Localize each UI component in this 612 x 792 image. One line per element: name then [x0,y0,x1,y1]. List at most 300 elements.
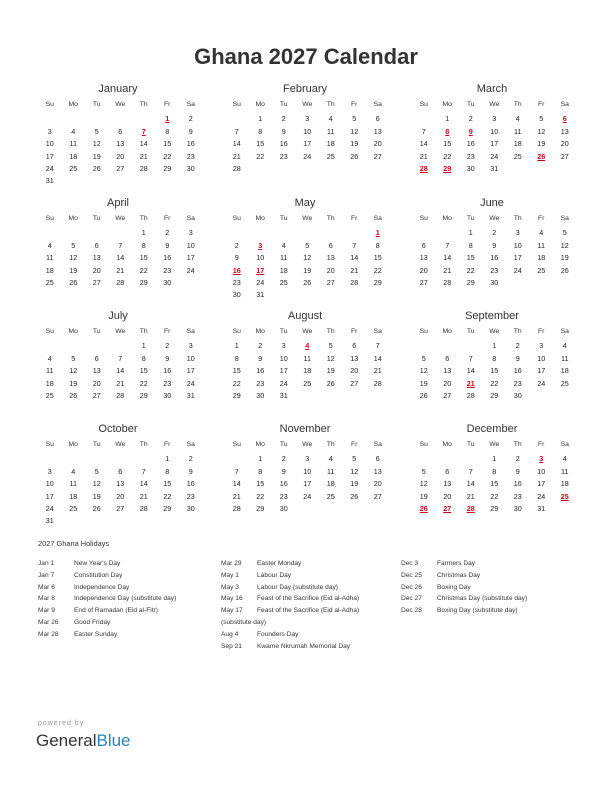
holiday-day-cell: 25 [560,491,569,501]
holiday-row [221,593,359,605]
empty-cell [85,227,109,239]
day-cell: 17 [537,479,546,489]
weekday-header: We [489,328,500,335]
holiday-date: May 17 [221,607,243,615]
weekday-header: Tu [279,215,288,222]
day-cell: 1 [258,454,263,464]
day-cell: 24 [45,163,54,173]
day-cell: 5 [539,114,544,124]
day-cell: 30 [232,290,241,300]
day-cell: 2 [188,454,193,464]
holiday-row [401,558,527,570]
day-cell: 10 [303,126,312,136]
day-cell: 26 [350,491,359,501]
day-cell: 21 [116,265,125,275]
brand-logo[interactable] [36,731,131,751]
day-cell: 23 [186,491,195,501]
holiday-row [221,570,359,582]
holiday-day-cell: 16 [232,265,241,275]
day-cell: 15 [232,366,241,376]
day-cell: 12 [419,479,428,489]
day-cell: 26 [419,390,428,400]
day-cell: 7 [352,240,357,250]
day-cell: 29 [163,163,172,173]
day-cell: 24 [490,151,499,161]
holiday-row [38,605,176,617]
holiday-name: Boxing Day (substitute day) [437,607,518,615]
day-cell: 15 [490,366,499,376]
day-cell: 30 [279,503,288,513]
empty-cell [412,227,436,239]
day-cell: 25 [45,390,54,400]
day-cell: 6 [375,114,380,124]
month-name: September [465,310,519,322]
weekday-header: Tu [466,441,475,448]
empty-cell [225,113,249,125]
day-cell: 15 [490,479,499,489]
day-cell: 15 [139,366,148,376]
day-cell: 27 [116,163,125,173]
weekday-header: Su [232,215,241,222]
day-cell: 27 [443,390,452,400]
day-cell: 21 [373,366,382,376]
day-cell: 3 [515,228,520,238]
holiday-day-cell: 7 [141,126,146,136]
page-title: Ghana 2027 Calendar [194,44,418,69]
weekday-header: Sa [560,215,569,222]
day-cell: 29 [163,503,172,513]
day-cell: 23 [513,491,522,501]
weekday-header: Tu [466,328,475,335]
day-cell: 27 [560,151,569,161]
day-cell: 24 [537,491,546,501]
holiday-name: (substitute day) [221,618,267,626]
day-cell: 14 [139,479,148,489]
weekday-header: Tu [279,101,288,108]
day-cell: 28 [116,277,125,287]
empty-cell [38,340,62,352]
day-cell: 20 [443,491,452,501]
brand-logo-general: General [36,731,97,750]
day-cell: 24 [186,378,195,388]
day-cell: 21 [419,151,428,161]
day-cell: 5 [352,454,357,464]
day-cell: 27 [373,491,382,501]
day-grid [38,326,198,402]
weekday-header: Mo [68,101,78,108]
day-grid [225,99,385,175]
day-cell: 9 [515,466,520,476]
weekday-header: Mo [68,215,78,222]
weekday-header: Th [139,441,148,448]
month-november [225,422,385,515]
holiday-date: Jan 1 [38,560,55,567]
day-cell: 5 [328,341,333,351]
day-cell: 5 [421,466,426,476]
day-cell: 23 [466,151,475,161]
holiday-day-cell: 26 [537,151,546,161]
weekday-header: Mo [68,441,78,448]
day-cell: 10 [186,353,195,363]
day-grid [38,439,198,528]
holiday-column [401,558,527,617]
day-cell: 27 [92,277,101,287]
day-cell: 20 [92,378,101,388]
weekday-header: Mo [442,101,452,108]
holiday-name: Feast of the Sacrifice (Eid al-Adha) [257,607,360,615]
holiday-name: Founders Day [257,630,299,638]
day-cell: 18 [303,366,312,376]
day-cell: 28 [466,390,475,400]
holiday-row [221,617,359,629]
day-cell: 9 [258,353,263,363]
weekday-header: Mo [442,328,452,335]
day-cell: 17 [490,139,499,149]
holiday-date: Dec 25 [401,571,422,579]
holiday-day-cell: 9 [468,126,473,136]
day-cell: 7 [118,353,123,363]
day-cell: 19 [326,366,335,376]
day-cell: 26 [92,503,101,513]
empty-cell [412,113,436,125]
empty-cell [85,113,109,125]
day-cell: 9 [165,353,170,363]
day-cell: 18 [279,265,288,275]
day-cell: 25 [326,151,335,161]
day-cell: 2 [468,114,473,124]
day-cell: 24 [303,151,312,161]
empty-cell [38,453,62,465]
powered-by-text: powered by [38,720,85,727]
month-june [412,196,572,289]
weekday-header: Sa [373,101,382,108]
holiday-name: Constitution Day [74,571,123,579]
day-cell: 25 [326,491,335,501]
day-cell: 13 [92,253,101,263]
day-cell: 1 [492,341,497,351]
day-cell: 7 [234,466,239,476]
weekday-header: Tu [92,328,101,335]
day-cell: 25 [537,265,546,275]
day-cell: 6 [328,240,333,250]
holiday-row [38,593,176,605]
empty-cell [459,340,483,352]
day-cell: 4 [515,114,520,124]
holiday-name: Good Friday [74,618,111,626]
day-cell: 26 [69,277,78,287]
day-cell: 17 [186,366,195,376]
month-december [412,422,572,515]
empty-cell [412,453,436,465]
holiday-row [38,570,176,582]
weekday-header: Th [139,215,148,222]
day-cell: 23 [490,265,499,275]
day-cell: 3 [47,126,52,136]
day-cell: 16 [279,479,288,489]
day-cell: 8 [492,353,497,363]
weekday-header: Fr [164,101,171,108]
day-cell: 23 [163,265,172,275]
weekday-header: Mo [255,441,265,448]
day-cell: 14 [232,479,241,489]
month-october [38,422,198,528]
holiday-date: Mar 28 [38,630,59,638]
holiday-name: Kwame Nkrumah Memorial Day [257,642,351,650]
holiday-day-cell: 1 [375,228,380,238]
empty-cell [436,227,460,239]
holiday-date: Sep 21 [221,642,242,650]
day-cell: 29 [490,503,499,513]
day-cell: 17 [303,139,312,149]
day-cell: 21 [232,151,241,161]
empty-cell [296,227,320,239]
holiday-name: Christmas Day [437,571,481,579]
day-cell: 3 [281,341,286,351]
weekday-header: Th [326,215,335,222]
day-cell: 24 [45,503,54,513]
day-cell: 6 [118,126,123,136]
weekday-header: Th [513,441,522,448]
day-cell: 10 [256,253,265,263]
day-cell: 4 [71,466,76,476]
day-cell: 13 [92,366,101,376]
day-cell: 21 [116,378,125,388]
day-cell: 22 [373,265,382,275]
day-cell: 17 [45,491,54,501]
weekday-header: Sa [560,328,569,335]
day-cell: 28 [443,277,452,287]
weekday-header: We [115,215,126,222]
day-cell: 26 [560,265,569,275]
weekday-header: Sa [186,101,195,108]
month-name: August [287,310,323,322]
day-cell: 25 [560,378,569,388]
empty-cell [85,453,109,465]
holiday-date: Dec 27 [401,595,422,603]
day-cell: 16 [163,366,172,376]
day-cell: 5 [71,240,76,250]
day-cell: 12 [537,126,546,136]
empty-cell [225,227,249,239]
weekday-header: Mo [255,101,265,108]
day-cell: 6 [421,240,426,250]
day-cell: 3 [188,341,193,351]
weekday-header: We [489,441,500,448]
day-cell: 14 [139,139,148,149]
day-cell: 27 [419,277,428,287]
day-cell: 20 [419,265,428,275]
day-cell: 20 [373,479,382,489]
day-cell: 27 [350,378,359,388]
weekday-header: Su [45,328,54,335]
day-cell: 13 [116,139,125,149]
day-cell: 21 [350,265,359,275]
day-cell: 23 [256,378,265,388]
day-cell: 31 [186,390,195,400]
day-cell: 18 [326,139,335,149]
day-cell: 10 [513,240,522,250]
day-cell: 7 [445,240,450,250]
weekday-header: Th [513,101,522,108]
day-cell: 26 [326,378,335,388]
day-cell: 10 [537,466,546,476]
holiday-name: Independence Day (substitute day) [74,595,177,603]
month-april [38,196,198,289]
day-cell: 29 [373,277,382,287]
day-cell: 19 [69,378,78,388]
weekday-header: We [489,215,500,222]
day-cell: 3 [188,228,193,238]
month-name: February [282,83,328,95]
weekday-header: Fr [351,441,358,448]
day-cell: 22 [232,378,241,388]
empty-cell [132,453,156,465]
day-cell: 10 [186,240,195,250]
holiday-date: Dec 3 [401,560,419,567]
day-cell: 10 [490,126,499,136]
day-cell: 13 [373,466,382,476]
empty-cell [109,453,133,465]
holiday-day-cell: 3 [258,240,263,250]
weekday-header: Mo [68,328,78,335]
holiday-name: Labour Day [257,571,292,579]
weekday-header: Fr [538,101,545,108]
day-cell: 18 [45,378,54,388]
day-grid [38,213,198,289]
day-cell: 17 [537,366,546,376]
day-cell: 14 [116,366,125,376]
day-cell: 30 [513,390,522,400]
empty-cell [62,113,86,125]
day-cell: 19 [350,139,359,149]
day-cell: 23 [279,151,288,161]
weekday-header: We [302,215,313,222]
holiday-date: Mar 26 [38,618,59,626]
day-cell: 2 [258,341,263,351]
weekday-header: Th [139,328,148,335]
day-cell: 23 [232,277,241,287]
weekday-header: Fr [351,328,358,335]
month-september [412,309,572,402]
day-cell: 25 [513,151,522,161]
day-cell: 9 [281,126,286,136]
day-grid [225,439,385,515]
day-cell: 5 [562,228,567,238]
day-cell: 22 [163,491,172,501]
weekday-header: Fr [351,101,358,108]
day-cell: 19 [560,253,569,263]
day-cell: 22 [256,491,265,501]
day-cell: 28 [139,503,148,513]
day-cell: 12 [69,366,78,376]
day-cell: 18 [560,479,569,489]
day-cell: 19 [419,491,428,501]
day-cell: 8 [492,466,497,476]
day-cell: 6 [352,341,357,351]
day-cell: 18 [69,491,78,501]
day-cell: 11 [46,253,54,263]
day-cell: 30 [513,503,522,513]
weekday-header: Tu [279,328,288,335]
day-cell: 15 [256,139,265,149]
empty-cell [85,340,109,352]
day-cell: 24 [303,491,312,501]
day-cell: 22 [139,265,148,275]
empty-cell [249,227,273,239]
day-cell: 6 [94,353,99,363]
day-cell: 24 [279,378,288,388]
day-cell: 25 [279,277,288,287]
holiday-date: Mar 6 [38,583,55,591]
day-cell: 2 [281,454,286,464]
weekday-header: We [302,328,313,335]
day-cell: 12 [560,240,569,250]
empty-cell [272,227,296,239]
weekday-header: Su [419,328,428,335]
day-cell: 8 [375,240,380,250]
day-cell: 11 [561,466,569,476]
weekday-header: Th [326,101,335,108]
day-cell: 11 [514,126,522,136]
day-cell: 12 [92,479,101,489]
day-cell: 22 [163,151,172,161]
day-cell: 23 [513,378,522,388]
day-cell: 11 [303,353,311,363]
holiday-name: New Year's Day [74,560,121,567]
day-cell: 19 [350,479,359,489]
empty-cell [62,453,86,465]
day-cell: 8 [165,126,170,136]
day-cell: 1 [234,341,239,351]
weekday-header: Tu [466,215,475,222]
day-cell: 14 [350,253,359,263]
day-cell: 13 [560,126,569,136]
day-cell: 25 [45,277,54,287]
day-cell: 18 [326,479,335,489]
day-cell: 26 [69,390,78,400]
weekday-header: Th [513,215,522,222]
day-cell: 7 [234,126,239,136]
holiday-row [38,629,176,641]
day-cell: 9 [281,466,286,476]
holiday-day-cell: 8 [445,126,450,136]
holiday-date: May 16 [221,595,243,603]
empty-cell [109,113,133,125]
day-cell: 17 [513,253,522,263]
holiday-name: Christmas Day (substitute day) [437,595,528,603]
day-cell: 3 [539,341,544,351]
day-cell: 19 [69,265,78,275]
day-cell: 7 [468,353,473,363]
day-cell: 7 [141,466,146,476]
weekday-header: Sa [373,215,382,222]
day-cell: 11 [69,479,77,489]
day-cell: 28 [116,390,125,400]
empty-cell [109,340,133,352]
holiday-row [221,641,359,653]
weekday-header: Th [326,328,335,335]
day-cell: 8 [468,240,473,250]
weekday-header: Tu [92,215,101,222]
day-cell: 9 [515,353,520,363]
empty-cell [412,340,436,352]
day-cell: 10 [45,139,54,149]
day-cell: 14 [466,366,475,376]
day-cell: 14 [419,139,428,149]
day-cell: 2 [515,341,520,351]
holiday-name: Easter Monday [257,560,302,567]
day-cell: 4 [47,240,52,250]
